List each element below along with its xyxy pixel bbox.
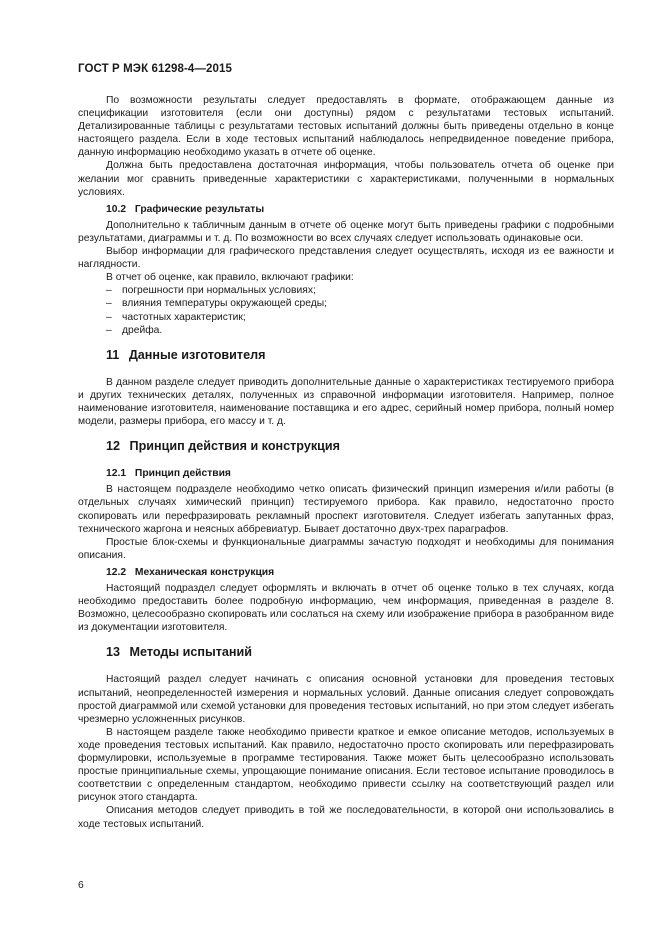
- paragraph: Должна быть предоставлена достаточная информация, чтобы пользователь отчета об оценке при желании мог сравнить приведенные характеристики с характеристиками, полученными в нормальных условиях.: [78, 160, 614, 198]
- section-heading-12: [78, 440, 614, 453]
- subsection-title: Механическая конструкция: [134, 566, 275, 578]
- paragraph: Выбор информации для графического представления следует осуществлять, исходя из ее важности и наглядности.: [78, 246, 614, 271]
- subsection-heading-12-1: [78, 467, 614, 480]
- list-item: – погрешности при нормальных условиях;: [106, 285, 316, 297]
- section-number: 13: [106, 645, 121, 660]
- page-number: 6: [78, 880, 84, 891]
- section-heading-13: [78, 646, 614, 659]
- document-header: ГОСТ Р МЭК 61298-4—2015: [78, 63, 232, 75]
- section-title: Методы испытаний: [129, 645, 252, 660]
- paragraph: Простые блок-схемы и функциональные диаграммы зачастую подходят и необходимы для понимания описания.: [78, 536, 614, 561]
- paragraph: Описания методов следует приводить в той же последовательности, в которой они использовались в ходе тестовых испытаний.: [78, 805, 614, 830]
- list-item: – частотных характеристик;: [106, 311, 246, 323]
- section-title: Данные изготовителя: [128, 347, 266, 362]
- subsection-number: 12.1: [106, 468, 127, 480]
- subsection-heading-10-2: [78, 203, 614, 216]
- subsection-heading-12-2: [78, 566, 614, 579]
- list-dash: –: [106, 285, 112, 297]
- subsection-title: Принцип действия: [134, 468, 231, 480]
- list-item: – дрейфа.: [106, 324, 163, 336]
- section-number: 11: [106, 347, 120, 362]
- list-dash: –: [106, 298, 112, 310]
- paragraph: В настоящем подразделе необходимо четко описать физический принцип измерения и/или работы (в отдельных случаях химический принцип) тестируемого прибора. Как правило, недостаточно просто скопировать или перефразировать рекламный проспект изготовителя. Следует избегать запутанных фраз, технического жаргона и неясных аббревиатур. Бывает достаточно двух-трех параграфов.: [78, 484, 614, 535]
- subsection-number: 10.2: [106, 203, 127, 215]
- section-heading-11: [78, 349, 614, 362]
- paragraph: В отчет об оценке, как правило, включают графики:: [106, 272, 354, 284]
- section-title: Принцип действия и конструкция: [129, 439, 340, 454]
- paragraph: Дополнительно к табличным данным в отчете об оценке могут быть приведены графики с подробными результатами, диаграммы и т. д. По возможности во всех случаях следует использовать одинаковые оси.: [78, 219, 614, 244]
- document-body: [78, 94, 614, 831]
- list-dash: –: [106, 324, 112, 336]
- paragraph: По возможности результаты следует предоставлять в формате, отображающем данные из спецификации изготовителя (если они доступны) рядом с результатами тестовых испытаний. Детализированные таблицы с результатами тестовых испытаний должны быть приведены отдельно в конце настоящего раздела. Если в ходе тестовых испытаний наблюдалось непредвиденное поведение прибора, данную информацию необходимо указать в отчете об оценке.: [78, 95, 614, 159]
- paragraph: Настоящий подраздел следует оформлять и включать в отчет об оценке только в тех случаях, когда необходимо предоставить более подробную информацию, чем информация, приведенная в разделе 8. Возможно, целесообразно скопировать или сослаться на схему или изображение прибора в разобранном виде из документации изготовителя.: [78, 583, 614, 634]
- subsection-number: 12.2: [106, 566, 127, 578]
- list-dash: –: [106, 311, 112, 323]
- subsection-title: Графические результаты: [134, 203, 265, 215]
- list-item: – влияния температуры окружающей среды;: [106, 298, 328, 310]
- paragraph: Настоящий раздел следует начинать с описания основной установки для проведения тестовых испытаний, неопределенностей измерения и нормальных условий. Данные описания следует сопровождать простой диаграммой или схемой установки для проведения тестовых испытаний, но при этом следует избегать чрезмерно усложненных рисунков.: [78, 674, 614, 725]
- graphs-list: [78, 284, 614, 336]
- paragraph: В настоящем разделе также необходимо привести краткое и емкое описание методов, используемых в ходе проведения тестовых испытаний. Как правило, недостаточно просто скопировать или перефразировать формулировки, используемые в программе тестирования. Также может быть целесообразно использовать простые принципиальные схемы, упрощающие понимание описания. Если тестовое испытание проводилось в соответствии с определенным стандартом, необходимо привести ссылку на соответствующий раздел или рисунок этого стандарта.: [78, 726, 614, 804]
- section-number: 12: [106, 439, 121, 454]
- paragraph: В данном разделе следует приводить дополнительные данные о характеристиках тестируемого прибора и других технических деталях, полученных из справочной информации изготовителя. Например, полное наименование изготовителя, наименование поставщика и его адрес, серийный номер прибора, полный номер модели, размеры прибора, его массу и т. д.: [78, 376, 614, 428]
